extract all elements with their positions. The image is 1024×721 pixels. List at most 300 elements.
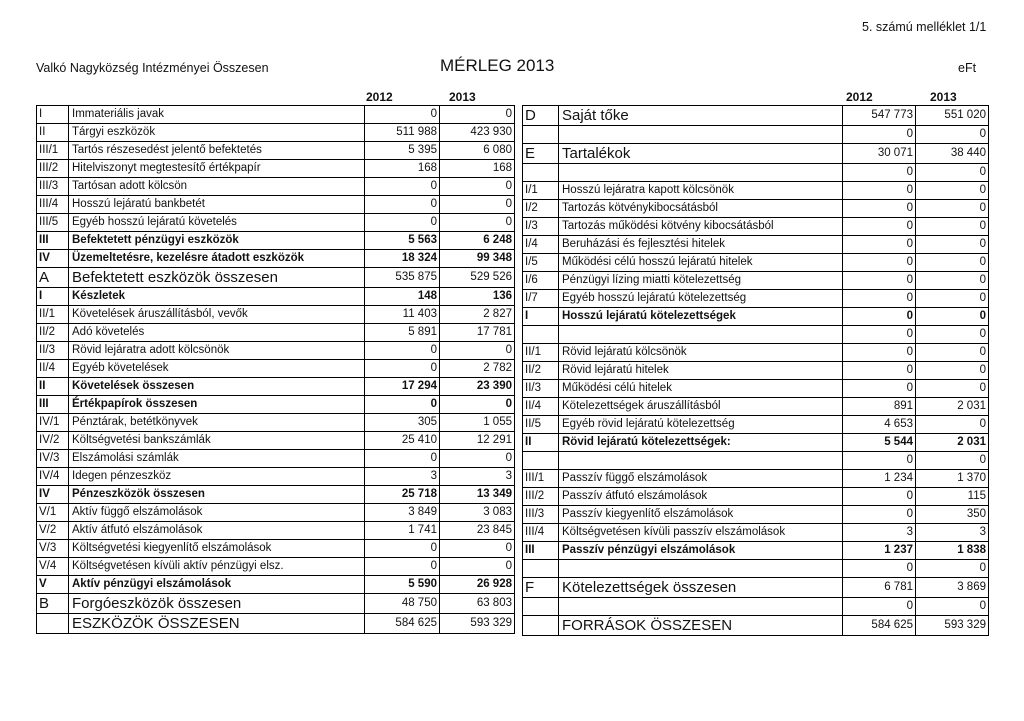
row-code: III [523, 542, 559, 560]
table-row [523, 308, 989, 326]
row-label: Pénztárak, betétkönyvek [69, 414, 365, 432]
row-label: Tartós részesedést jelentő befektetés [69, 142, 365, 160]
value-2012: 0 [365, 342, 440, 360]
row-code: II [37, 378, 69, 396]
value-2012: 535 875 [365, 268, 440, 288]
value-2012: 584 625 [365, 614, 440, 634]
table-row [37, 486, 515, 504]
row-code: IV/1 [37, 414, 69, 432]
row-code: II [523, 434, 559, 452]
value-2013: 23 845 [440, 522, 515, 540]
row-code: IV [37, 250, 69, 268]
value-2012: 25 718 [365, 486, 440, 504]
value-2012: 3 [365, 468, 440, 486]
value-2013: 38 440 [916, 144, 989, 164]
value-2013: 3 [916, 524, 989, 542]
value-2013: 529 526 [440, 268, 515, 288]
value-2013: 3 869 [916, 578, 989, 598]
value-2012: 0 [365, 178, 440, 196]
row-code: V/4 [37, 558, 69, 576]
value-2012: 0 [365, 196, 440, 214]
row-code: V/2 [37, 522, 69, 540]
value-2012: 148 [365, 288, 440, 306]
value-2012: 0 [843, 344, 916, 362]
row-code: D [523, 106, 559, 126]
row-code: E [523, 144, 559, 164]
row-label: Hosszú lejáratú bankbetét [69, 196, 365, 214]
value-2012: 0 [843, 560, 916, 578]
row-label: Követelések áruszállításból, vevők [69, 306, 365, 324]
value-2013: 17 781 [440, 324, 515, 342]
assets-table [36, 105, 515, 634]
row-code: II [37, 124, 69, 142]
row-code [523, 326, 559, 344]
row-code [523, 126, 559, 144]
table-row [523, 362, 989, 380]
row-code [523, 560, 559, 578]
table-row [37, 558, 515, 576]
row-label [559, 126, 843, 144]
value-2013: 63 803 [440, 594, 515, 614]
value-2013: 2 031 [916, 398, 989, 416]
value-2013: 0 [916, 380, 989, 398]
value-2013: 0 [916, 560, 989, 578]
row-label: ESZKÖZÖK ÖSSZESEN [69, 614, 365, 634]
row-code: III/5 [37, 214, 69, 232]
row-label: Hosszú lejáratú kötelezettségek [559, 308, 843, 326]
row-label: Pénzügyi lízing miatti kötelezettség [559, 272, 843, 290]
table-row [523, 524, 989, 542]
row-label: Adó követelés [69, 324, 365, 342]
organization-name: Valkó Nagyközség Intézményei Összesen [36, 61, 269, 75]
value-2013: 0 [916, 218, 989, 236]
table-row [37, 342, 515, 360]
row-label [559, 452, 843, 470]
row-label: Rövid lejáratra adott kölcsönök [69, 342, 365, 360]
value-2012: 0 [365, 360, 440, 378]
value-2013: 0 [916, 326, 989, 344]
value-2013: 13 349 [440, 486, 515, 504]
row-label [559, 164, 843, 182]
value-2013: 2 782 [440, 360, 515, 378]
row-label: Egyéb hosszú lejáratú követelés [69, 214, 365, 232]
table-row [523, 254, 989, 272]
value-2013: 0 [916, 308, 989, 326]
table-row [523, 598, 989, 616]
row-code [523, 164, 559, 182]
row-label: Forgóeszközök összesen [69, 594, 365, 614]
value-2013: 593 329 [916, 616, 989, 636]
value-2012: 0 [843, 598, 916, 616]
value-2012: 547 773 [843, 106, 916, 126]
table-row [523, 200, 989, 218]
table-row [37, 142, 515, 160]
row-code [523, 598, 559, 616]
row-code: I/5 [523, 254, 559, 272]
row-code [523, 616, 559, 636]
value-2012: 5 563 [365, 232, 440, 250]
value-2012: 0 [365, 450, 440, 468]
value-2012: 0 [365, 106, 440, 124]
table-row [37, 268, 515, 288]
value-2012: 0 [843, 380, 916, 398]
value-2012: 3 849 [365, 504, 440, 522]
table-row [37, 504, 515, 522]
value-2012: 5 544 [843, 434, 916, 452]
value-2013: 423 930 [440, 124, 515, 142]
table-row [523, 560, 989, 578]
row-label [559, 560, 843, 578]
value-2013: 0 [440, 540, 515, 558]
value-2013: 0 [916, 452, 989, 470]
table-row [523, 452, 989, 470]
row-code: I/1 [523, 182, 559, 200]
value-2012: 0 [843, 308, 916, 326]
table-row [523, 236, 989, 254]
row-code: V/3 [37, 540, 69, 558]
value-2013: 3 083 [440, 504, 515, 522]
table-row [523, 578, 989, 598]
value-2012: 0 [843, 326, 916, 344]
annex-label: 5. számú melléklet 1/1 [862, 20, 987, 34]
row-code: II/1 [523, 344, 559, 362]
value-2012: 0 [843, 182, 916, 200]
value-2012: 1 741 [365, 522, 440, 540]
row-label: Aktív átfutó elszámolások [69, 522, 365, 540]
row-code: III/2 [37, 160, 69, 178]
value-2013: 0 [916, 236, 989, 254]
value-2013: 168 [440, 160, 515, 178]
row-label: FORRÁSOK ÖSSZESEN [559, 616, 843, 636]
value-2013: 0 [440, 178, 515, 196]
value-2012: 30 071 [843, 144, 916, 164]
value-2012: 0 [843, 290, 916, 308]
value-2013: 1 838 [916, 542, 989, 560]
table-row [37, 124, 515, 142]
value-2012: 0 [843, 272, 916, 290]
value-2012: 0 [843, 452, 916, 470]
row-label: Passzív függő elszámolások [559, 470, 843, 488]
table-row [523, 144, 989, 164]
row-label: Egyéb hosszú lejáratú kötelezettség [559, 290, 843, 308]
value-2013: 26 928 [440, 576, 515, 594]
table-row [523, 470, 989, 488]
row-label: Immateriális javak [69, 106, 365, 124]
row-label: Elszámolási számlák [69, 450, 365, 468]
value-2013: 0 [916, 272, 989, 290]
value-2013: 23 390 [440, 378, 515, 396]
row-code: II/2 [37, 324, 69, 342]
table-row [37, 196, 515, 214]
value-2012: 0 [365, 214, 440, 232]
value-2012: 0 [843, 488, 916, 506]
row-label: Pénzeszközök összesen [69, 486, 365, 504]
row-code: III/1 [37, 142, 69, 160]
value-2013: 350 [916, 506, 989, 524]
value-2012: 1 234 [843, 470, 916, 488]
value-2013: 551 020 [916, 106, 989, 126]
row-label: Befektetett pénzügyi eszközök [69, 232, 365, 250]
table-row [37, 378, 515, 396]
row-label: Aktív pénzügyi elszámolások [69, 576, 365, 594]
row-label: Rövid lejáratú kötelezettségek: [559, 434, 843, 452]
value-2012: 0 [843, 254, 916, 272]
value-2013: 0 [916, 362, 989, 380]
value-2012: 0 [843, 506, 916, 524]
table-row [37, 306, 515, 324]
row-code: III [37, 396, 69, 414]
table-row [523, 488, 989, 506]
row-label: Tartósan adott kölcsön [69, 178, 365, 196]
value-2013: 2 031 [916, 434, 989, 452]
value-2012: 0 [843, 218, 916, 236]
row-code [37, 614, 69, 634]
row-code: IV/4 [37, 468, 69, 486]
value-2012: 0 [843, 164, 916, 182]
row-code: V/1 [37, 504, 69, 522]
value-2013: 0 [440, 196, 515, 214]
value-2013: 115 [916, 488, 989, 506]
table-row [37, 324, 515, 342]
value-2013: 0 [440, 214, 515, 232]
value-2012: 0 [843, 236, 916, 254]
value-2012: 5 891 [365, 324, 440, 342]
row-code: I [37, 288, 69, 306]
table-row [37, 232, 515, 250]
value-2012: 584 625 [843, 616, 916, 636]
row-label: Működési célú hitelek [559, 380, 843, 398]
value-2012: 11 403 [365, 306, 440, 324]
value-2012: 3 [843, 524, 916, 542]
row-code: III [37, 232, 69, 250]
table-row [523, 506, 989, 524]
row-code: II/5 [523, 416, 559, 434]
table-row [523, 182, 989, 200]
value-2012: 6 781 [843, 578, 916, 598]
value-2012: 1 237 [843, 542, 916, 560]
row-code: III/4 [37, 196, 69, 214]
row-label: Passzív átfutó elszámolások [559, 488, 843, 506]
unit-label: eFt [958, 61, 977, 75]
value-2013: 2 827 [440, 306, 515, 324]
value-2013: 1 055 [440, 414, 515, 432]
row-code: IV/2 [37, 432, 69, 450]
table-row [37, 396, 515, 414]
table-row [523, 326, 989, 344]
left-year-2012-header: 2012 [366, 90, 393, 104]
value-2013: 0 [916, 290, 989, 308]
right-year-2012-header: 2012 [846, 90, 873, 104]
row-label: Egyéb követelések [69, 360, 365, 378]
row-code: III/1 [523, 470, 559, 488]
row-label: Hitelviszonyt megtestesítő értékpapír [69, 160, 365, 178]
table-row [523, 542, 989, 560]
value-2013: 6 080 [440, 142, 515, 160]
row-code [523, 452, 559, 470]
page-title: MÉRLEG 2013 [440, 56, 555, 75]
value-2013: 0 [916, 254, 989, 272]
row-label: Tárgyi eszközök [69, 124, 365, 142]
row-label: Idegen pénzeszköz [69, 468, 365, 486]
row-label: Beruházási és fejlesztési hitelek [559, 236, 843, 254]
row-code: F [523, 578, 559, 598]
table-row [523, 344, 989, 362]
value-2013: 593 329 [440, 614, 515, 634]
table-row [37, 594, 515, 614]
value-2013: 0 [440, 342, 515, 360]
row-code: III/2 [523, 488, 559, 506]
row-label: Saját tőke [559, 106, 843, 126]
left-year-2013-header: 2013 [449, 90, 476, 104]
value-2013: 0 [916, 126, 989, 144]
row-label: Hosszú lejáratra kapott kölcsönök [559, 182, 843, 200]
row-label: Tartozás működési kötvény kibocsátásból [559, 218, 843, 236]
row-code: III/3 [37, 178, 69, 196]
row-code: I/3 [523, 218, 559, 236]
row-label: Passzív pénzügyi elszámolások [559, 542, 843, 560]
row-label [559, 326, 843, 344]
row-label: Befektetett eszközök összesen [69, 268, 365, 288]
row-code: V [37, 576, 69, 594]
value-2013: 0 [916, 598, 989, 616]
row-code: III/4 [523, 524, 559, 542]
value-2013: 12 291 [440, 432, 515, 450]
value-2012: 18 324 [365, 250, 440, 268]
table-row [523, 218, 989, 236]
row-label: Követelések összesen [69, 378, 365, 396]
value-2013: 1 370 [916, 470, 989, 488]
row-label: Tartalékok [559, 144, 843, 164]
value-2012: 4 653 [843, 416, 916, 434]
value-2013: 0 [916, 200, 989, 218]
row-code: I/2 [523, 200, 559, 218]
value-2013: 0 [916, 344, 989, 362]
row-code: IV/3 [37, 450, 69, 468]
value-2012: 25 410 [365, 432, 440, 450]
table-row [37, 450, 515, 468]
value-2013: 0 [440, 558, 515, 576]
row-code: I/7 [523, 290, 559, 308]
row-code: II/2 [523, 362, 559, 380]
value-2013: 0 [440, 396, 515, 414]
value-2012: 17 294 [365, 378, 440, 396]
value-2012: 48 750 [365, 594, 440, 614]
value-2013: 0 [916, 416, 989, 434]
row-code: IV [37, 486, 69, 504]
table-row [37, 160, 515, 178]
row-label: Költségvetési bankszámlák [69, 432, 365, 450]
row-code: I/4 [523, 236, 559, 254]
liabilities-table [522, 105, 989, 636]
table-row [523, 290, 989, 308]
value-2013: 0 [916, 164, 989, 182]
table-row [37, 106, 515, 124]
table-row [37, 540, 515, 558]
table-row [523, 434, 989, 452]
row-code: I/6 [523, 272, 559, 290]
table-row [37, 414, 515, 432]
value-2012: 0 [843, 126, 916, 144]
table-row [523, 272, 989, 290]
value-2013: 0 [440, 450, 515, 468]
row-label: Egyéb rövid lejáratú kötelezettség [559, 416, 843, 434]
value-2012: 305 [365, 414, 440, 432]
value-2013: 136 [440, 288, 515, 306]
value-2013: 0 [916, 182, 989, 200]
row-label: Passzív kiegyenlítő elszámolások [559, 506, 843, 524]
value-2012: 0 [843, 200, 916, 218]
row-label: Aktív függő elszámolások [69, 504, 365, 522]
row-label: Költségvetési kiegyenlítő elszámolások [69, 540, 365, 558]
table-row [37, 360, 515, 378]
table-row [37, 214, 515, 232]
table-row [523, 380, 989, 398]
table-row [523, 416, 989, 434]
value-2013: 99 348 [440, 250, 515, 268]
row-label: Üzemeltetésre, kezelésre átadott eszközök [69, 250, 365, 268]
value-2012: 5 395 [365, 142, 440, 160]
row-label: Költségvetésen kívüli aktív pénzügyi elsz. [69, 558, 365, 576]
row-label: Működési célú hosszú lejáratú hitelek [559, 254, 843, 272]
value-2012: 0 [365, 558, 440, 576]
value-2012: 168 [365, 160, 440, 178]
value-2012: 511 988 [365, 124, 440, 142]
row-label: Értékpapírok összesen [69, 396, 365, 414]
row-code: A [37, 268, 69, 288]
value-2012: 0 [843, 362, 916, 380]
row-code: II/3 [37, 342, 69, 360]
table-row [37, 432, 515, 450]
value-2012: 891 [843, 398, 916, 416]
row-code: II/1 [37, 306, 69, 324]
table-row [523, 398, 989, 416]
table-row [37, 250, 515, 268]
row-code: B [37, 594, 69, 614]
table-row [37, 522, 515, 540]
value-2012: 0 [365, 396, 440, 414]
row-label: Kötelezettségek összesen [559, 578, 843, 598]
value-2013: 0 [440, 106, 515, 124]
row-label: Készletek [69, 288, 365, 306]
row-label [559, 598, 843, 616]
row-label: Rövid lejáratú hitelek [559, 362, 843, 380]
value-2012: 5 590 [365, 576, 440, 594]
row-code: II/4 [523, 398, 559, 416]
table-row [37, 576, 515, 594]
table-row [523, 126, 989, 144]
table-row [37, 178, 515, 196]
table-row [37, 468, 515, 486]
table-row [37, 288, 515, 306]
row-code: III/3 [523, 506, 559, 524]
row-code: II/3 [523, 380, 559, 398]
row-code: I [523, 308, 559, 326]
table-row [523, 106, 989, 126]
row-label: Tartozás kötvénykibocsátásból [559, 200, 843, 218]
row-code: I [37, 106, 69, 124]
row-label: Kötelezettségek áruszállításból [559, 398, 843, 416]
table-row [523, 164, 989, 182]
value-2013: 3 [440, 468, 515, 486]
row-label: Költségvetésen kívüli passzív elszámolások [559, 524, 843, 542]
row-code: II/4 [37, 360, 69, 378]
table-row [523, 616, 989, 636]
value-2012: 0 [365, 540, 440, 558]
value-2013: 6 248 [440, 232, 515, 250]
table-row [37, 614, 515, 634]
right-year-2013-header: 2013 [930, 90, 957, 104]
row-label: Rövid lejáratú kölcsönök [559, 344, 843, 362]
